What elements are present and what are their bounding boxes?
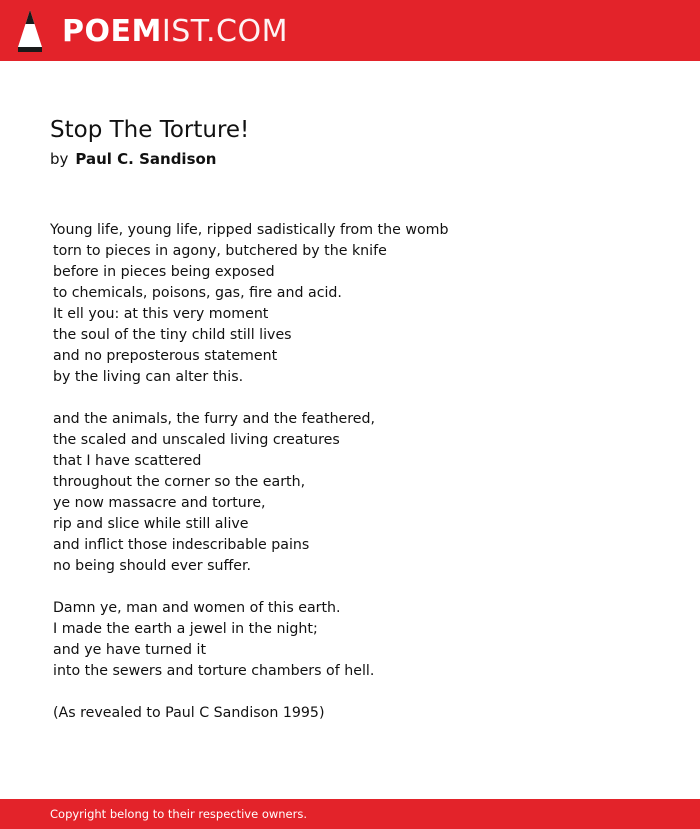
poem-line: by the living can alter this. <box>53 369 244 385</box>
poem-line: that I have scattered <box>53 453 202 469</box>
site-header <box>0 0 700 61</box>
poem-line: I made the earth a jewel in the night; <box>53 621 318 637</box>
author-name: Paul C. Sandison <box>75 150 217 168</box>
poem-body <box>50 220 670 745</box>
poem-line: to chemicals, poisons, gas, fire and acid. <box>53 285 342 301</box>
poem-title: Stop The Torture! <box>50 117 250 143</box>
brand-bold-text: POEM <box>62 13 162 49</box>
poem-line: Damn ye, man and women of this earth. <box>53 600 341 616</box>
poem-line: Young life, young life, ripped sadistically from the womb <box>50 222 449 238</box>
poem-line: torn to pieces in agony, butchered by the knife <box>53 243 387 259</box>
poem-line: into the sewers and torture chambers of hell. <box>53 663 375 679</box>
poem-line: before in pieces being exposed <box>53 264 275 280</box>
stanza <box>50 703 670 724</box>
poem-line: the scaled and unscaled living creatures <box>53 432 340 448</box>
site-footer <box>0 799 700 829</box>
byline <box>50 150 217 168</box>
site-logo[interactable] <box>62 13 288 49</box>
pencil-tip-icon[interactable] <box>16 9 44 53</box>
stanza <box>50 409 670 577</box>
poem-line: It ell you: at this very moment <box>53 306 269 322</box>
poem-line: the soul of the tiny child still lives <box>53 327 292 343</box>
poem-line: and the animals, the furry and the feathered, <box>53 411 376 427</box>
poem-line: and ye have turned it <box>53 642 207 658</box>
poem-line: rip and slice while still alive <box>53 516 249 532</box>
stanza <box>50 598 670 682</box>
poem-line: and no preposterous statement <box>53 348 278 364</box>
poem-line: no being should ever suffer. <box>53 558 252 574</box>
stanza <box>50 220 670 388</box>
poem-line: and inflict those indescribable pains <box>53 537 310 553</box>
poem-attribution: (As revealed to Paul C Sandison 1995) <box>53 705 325 721</box>
poem-line: throughout the corner so the earth, <box>53 474 306 490</box>
by-label: by <box>50 150 69 168</box>
brand-light-text: IST.COM <box>161 13 288 49</box>
copyright-notice: Copyright belong to their respective owners. <box>50 807 308 821</box>
poem-line: ye now massacre and torture, <box>53 495 266 511</box>
